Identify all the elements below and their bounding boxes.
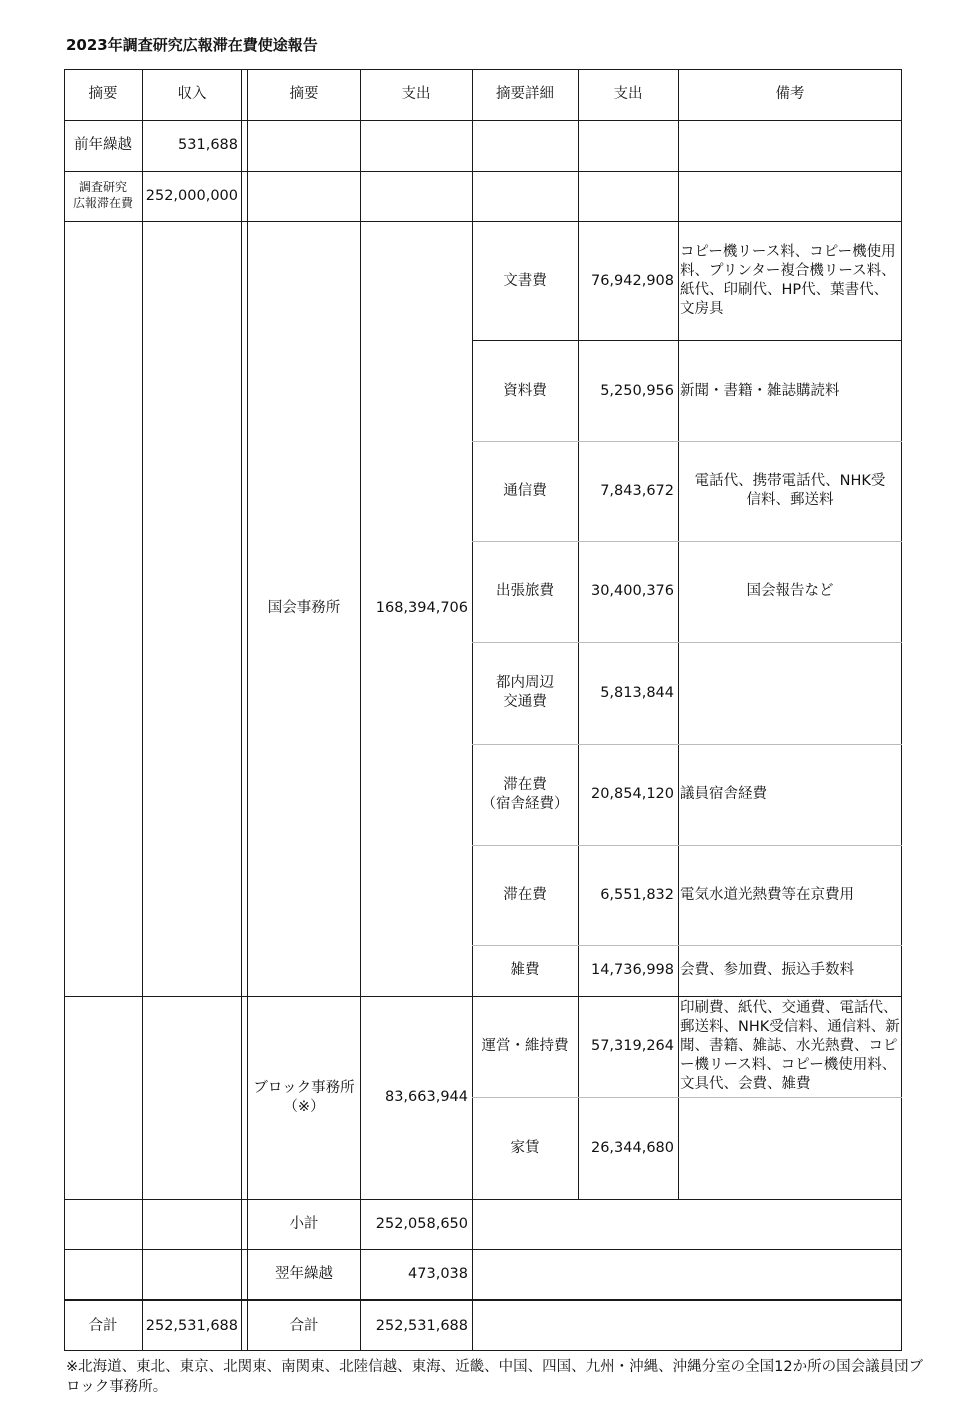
- detail-remark: 電気水道光熱費等在京費用: [680, 886, 854, 903]
- detail-label: 運営・維持費: [481, 1038, 569, 1055]
- total-income-label: 合計: [88, 1317, 118, 1334]
- detail-amount: 30,400,376: [590, 583, 674, 600]
- detail-remark: 電話代、携帯電話代、NHK受 信料、郵送料: [694, 473, 886, 508]
- detail-remark: 新聞・書籍・雑誌購読料: [680, 382, 840, 399]
- detail-label: 都内周辺 交通費: [496, 675, 554, 710]
- kokkai-office-label: 国会事務所: [267, 600, 341, 617]
- detail-amount: 14,736,998: [590, 962, 674, 979]
- detail-amount: 76,942,908: [590, 272, 674, 289]
- detail-remark: [678, 642, 902, 744]
- detail-label: 滞在費: [503, 886, 547, 903]
- detail-remark: コピー機リース料、コピー機使用料、プリンター複合機リース料、紙代、印刷代、HP代、葉書代、文房具: [680, 244, 896, 317]
- detail-amount: 5,250,956: [600, 382, 674, 399]
- detail-label: 出張旅費: [496, 583, 554, 600]
- detail-remark: 会費、参加費、振込手数料: [680, 962, 854, 979]
- detail-label: 通信費: [503, 482, 547, 499]
- carryover-amount: 473,038: [408, 1265, 468, 1282]
- detail-label: 雑費: [510, 962, 540, 979]
- subtotal-amount: 252,058,650: [375, 1215, 468, 1232]
- header-remarks: 備考: [775, 86, 805, 103]
- header-detail: 摘要詳細: [496, 86, 554, 103]
- detail-label: 家賃: [510, 1139, 540, 1156]
- total-income-amount: 252,531,688: [145, 1317, 238, 1334]
- block-office-label: ブロック事務所 （※）: [253, 1079, 355, 1115]
- total-expense-label: 合計: [289, 1317, 319, 1334]
- detail-amount: 26,344,680: [590, 1139, 674, 1156]
- income-amount-allowance: 252,000,000: [145, 187, 238, 204]
- detail-remark: 議員宿舎経費: [680, 786, 767, 803]
- header-expense-detail: 支出: [613, 86, 643, 103]
- detail-label: 資料費: [503, 382, 547, 399]
- detail-label: 滞在費 （宿舎経費）: [481, 776, 569, 812]
- detail-amount: 6,551,832: [600, 886, 674, 903]
- detail-amount: 7,843,672: [600, 482, 674, 499]
- kokkai-office-amount: 168,394,706: [375, 600, 468, 617]
- header-expense: 支出: [401, 86, 431, 103]
- header-summary-income: 摘要: [88, 86, 118, 103]
- total-expense-amount: 252,531,688: [375, 1317, 468, 1334]
- carryover-label: 翌年繰越: [275, 1265, 333, 1282]
- expense-report-table: [64, 69, 902, 1351]
- detail-remark: [678, 1097, 902, 1199]
- detail-remark: 印刷費、紙代、交通費、電話代、郵送料、NHK受信料、通信料、新聞、書籍、雑誌、水光熱費、コピー機リース料、コピー機使用料、文具代、会費、雑費: [680, 1000, 900, 1092]
- income-label-allowance: 調査研究 広報滞在費: [72, 180, 133, 210]
- page-title: 2023年調査研究広報滞在費使途報告: [66, 36, 318, 54]
- detail-amount: 5,813,844: [600, 684, 674, 701]
- subtotal-label: 小計: [289, 1215, 319, 1232]
- header-summary-expense: 摘要: [289, 86, 319, 103]
- income-label-carryover: 前年繰越: [74, 137, 132, 154]
- detail-amount: 57,319,264: [590, 1038, 674, 1055]
- block-office-amount: 83,663,944: [384, 1089, 468, 1106]
- detail-amount: 20,854,120: [590, 786, 674, 803]
- detail-remark: 国会報告など: [746, 583, 834, 600]
- income-amount-carryover: 531,688: [178, 137, 238, 154]
- footnote: ※北海道、東北、東京、北関東、南関東、北陸信越、東海、近畿、中国、四国、九州・沖縄、沖縄分室の全国12か所の国会議員団ブロック事務所。: [66, 1359, 924, 1395]
- detail-label: 文書費: [503, 272, 547, 289]
- header-income: 収入: [177, 86, 207, 103]
